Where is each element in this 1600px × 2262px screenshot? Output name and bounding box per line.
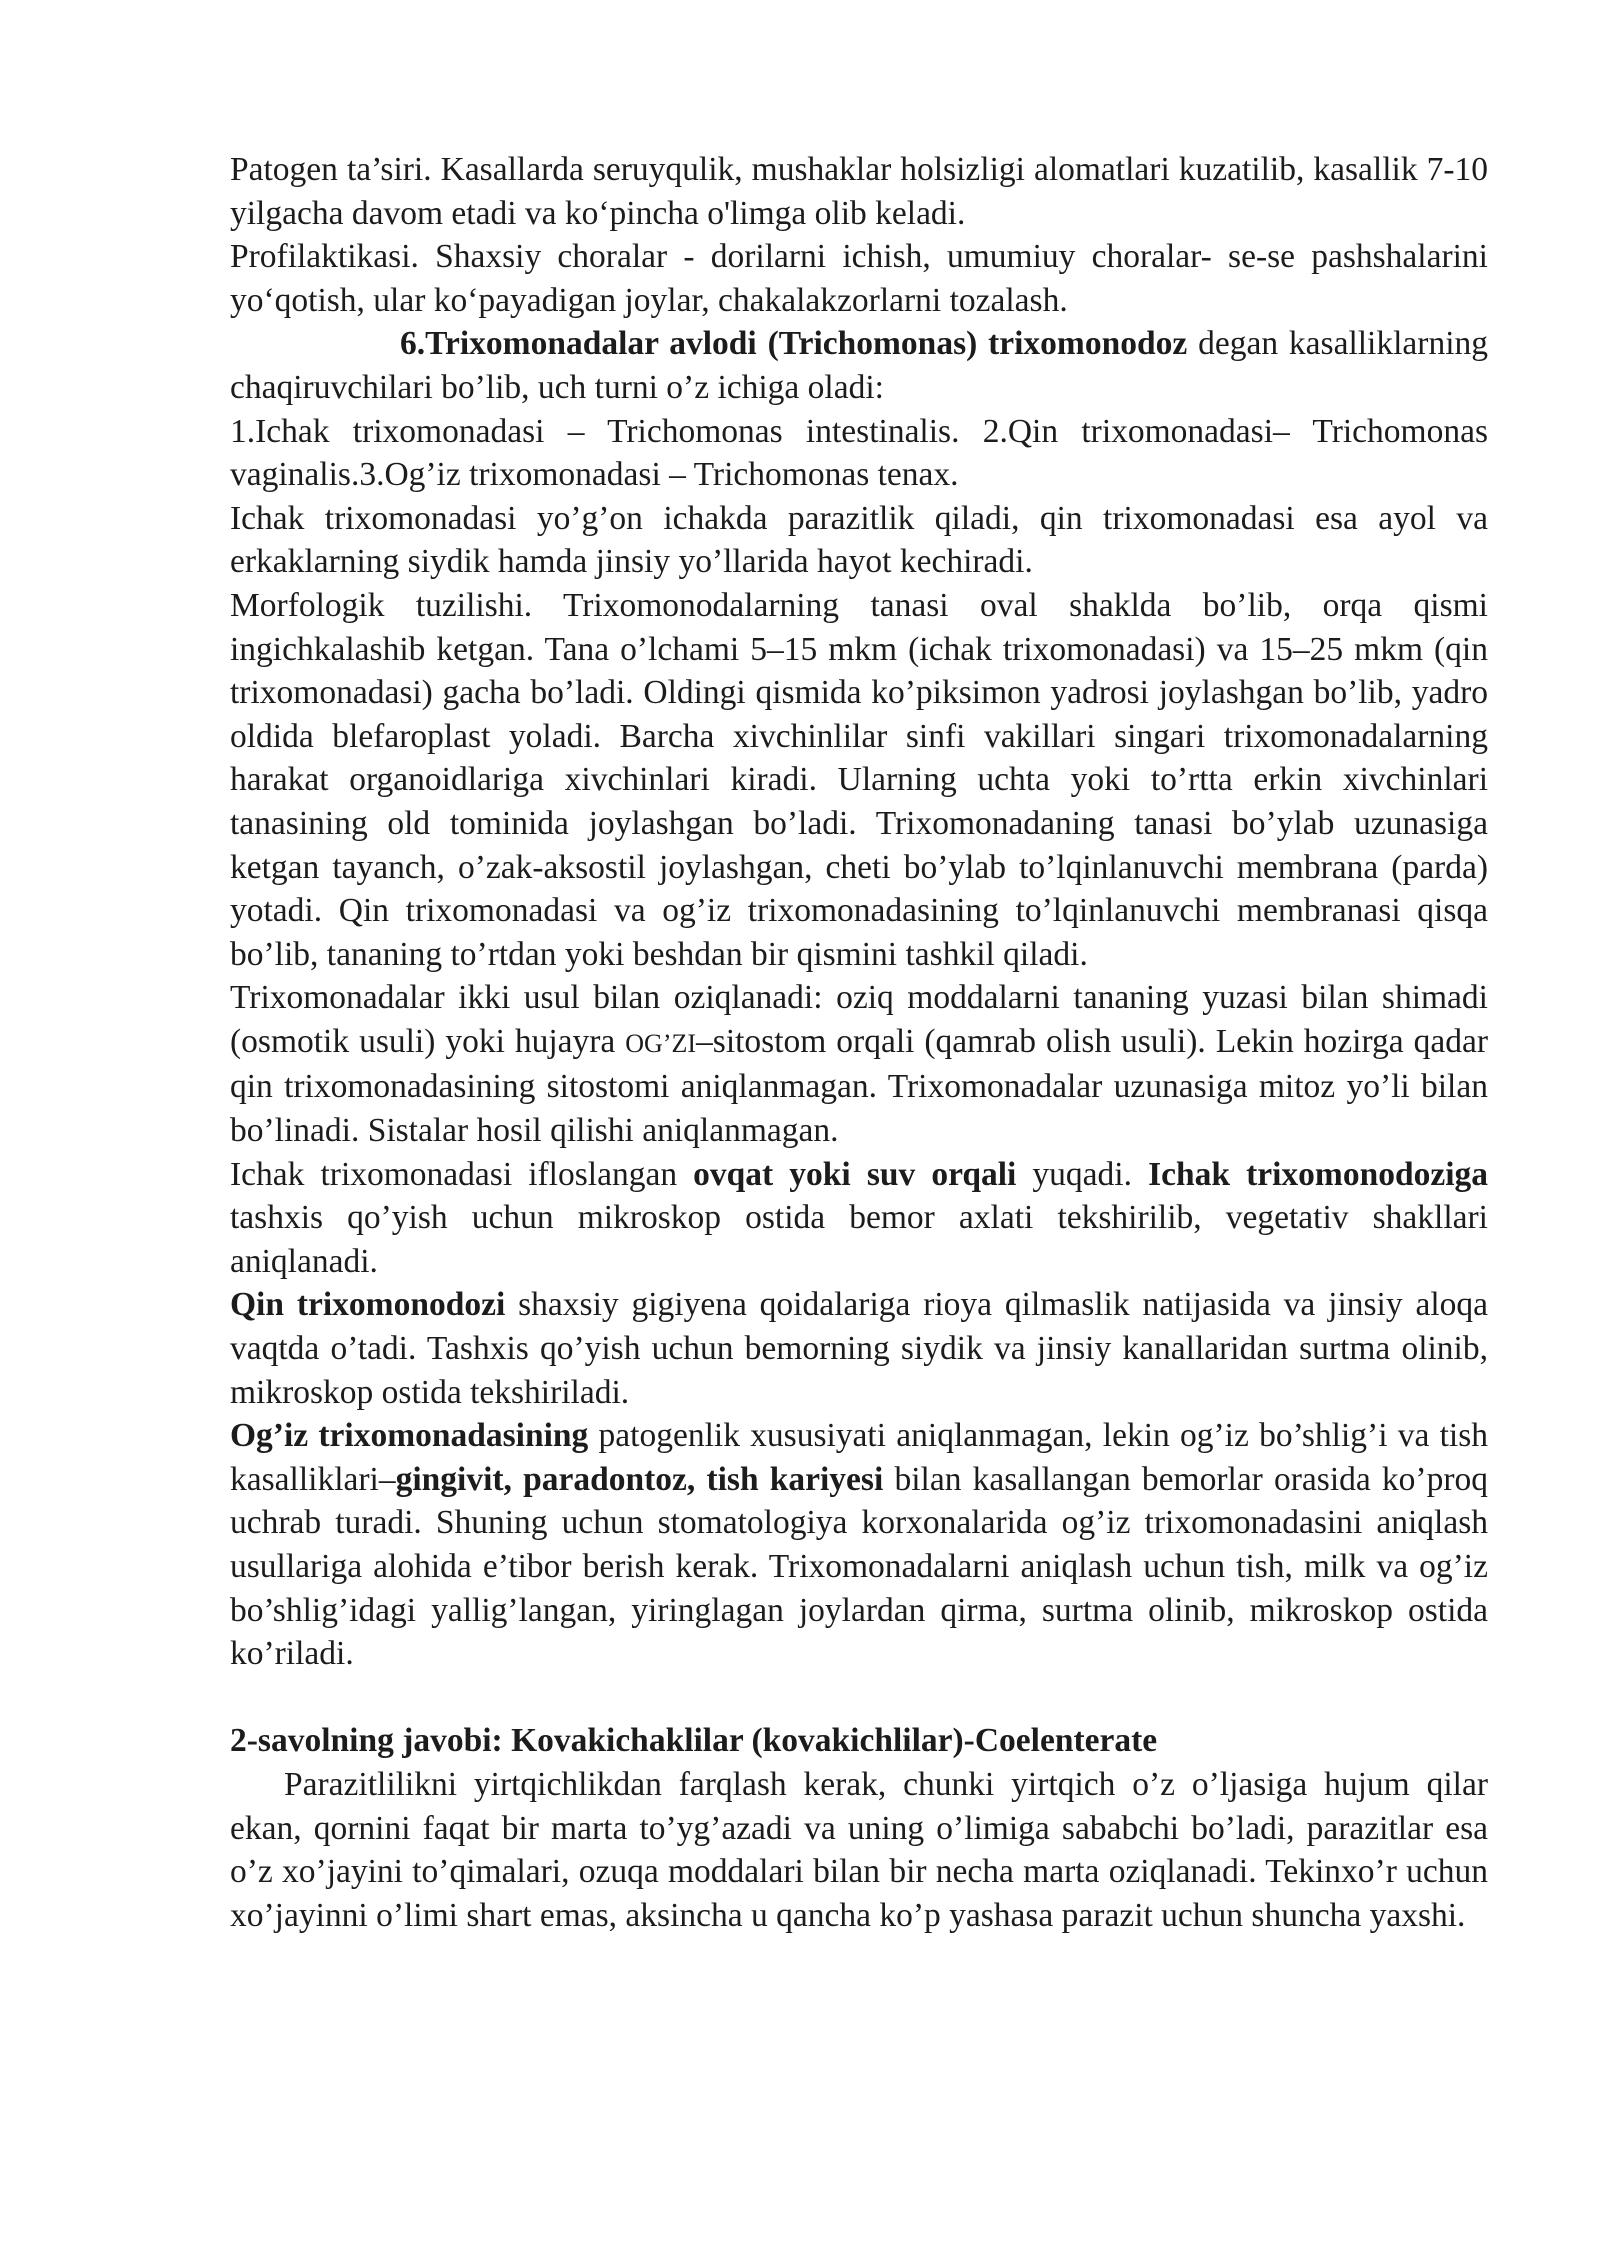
blank-line <box>230 1676 1488 1720</box>
text-segment: degan kasalliklarning chaqiruvchilari bo’lib, uch turni o’z ichiga oladi: <box>230 325 1489 406</box>
bold-segment: ovqat yoki suv orqali <box>693 1155 1017 1193</box>
text-segment: yuqadi. <box>1016 1155 1149 1193</box>
paragraph-parasitism: Parazitlilikni yirtqichlikdan farqlash kerak, chunki yirtqich o’z o’ljasiga hujum qilar ekan, qornini faqat bir marta to’yg’azadi va uning o’limiga sababchi bo’ladi, parazitlar esa o’z xo’jayini to’qimalari, ozuqa moddalari bilan bir necha marta oziqlanadi. Tekinxo’r uchun xo’jayinni o’limi shart emas, aksincha u qancha ko’p yashasa parazit uchun shuncha yaxshi. <box>230 1765 1488 1934</box>
paragraph-prophylaxis: Profilaktikasi. Shaxsiy choralar - dorilarni ichish, umumiuy choralar- se-se pashshalarini yo‘qotish, ular ko‘payadigan joylar, chakalakzorlarni tozalash. <box>230 238 1488 319</box>
document-page <box>230 148 1488 1937</box>
bold-segment: Qin trixomonodozi <box>230 1286 506 1324</box>
text-segment: Ichak trixomonadasi ifloslangan <box>230 1155 694 1193</box>
heading-text: 2-savolning javobi: Kovakichaklilar (kovakichlilar)-Coelenterate <box>230 1722 1158 1760</box>
paragraph-habitat: Ichak trixomonadasi yo’g’on ichakda parazitlik qiladi, qin trixomonadasi esa ayol va erkaklarning siydik hamda jinsiy yo’llarida hayot kechiradi. <box>230 499 1488 581</box>
paragraph-vaginal-infection <box>230 1283 1488 1414</box>
text-segment: tashxis qo’yish uchun mikroskop ostida bemor axlati tekshirilib, vegetativ shakllari aniqlanadi. <box>230 1199 1488 1280</box>
paragraph-nutrition <box>230 976 1488 1152</box>
section-heading-question-2 <box>230 1719 1488 1763</box>
bold-segment: Og’iz trixomonadasining <box>230 1417 589 1455</box>
text-segment-smallcaps: OG’ZI <box>625 1028 697 1058</box>
bold-segment: gingivit, paradontoz, tish kariyesi <box>395 1460 884 1498</box>
section-heading-trichomonas: 6.Trixomonadalar avlodi (Trichomonas) trixomonodoz <box>400 325 1188 363</box>
text-segment: bilan kasallangan bemorlar orasida ko’proq uchrab turadi. Shuning uchun stomatologiya korxonalarida og’iz trixomonadasini aniqlash usullariga alohida e’tibor berish kerak. Trixomonadalarni aniqlash uchun tish, milk va og’iz bo’shlig’idagi yallig’langan, yiringlagan joylardan qirma, surtma olinib, mikroskop ostida ko’riladi. <box>230 1460 1488 1673</box>
paragraph-trichomonas-intro <box>230 322 1488 409</box>
text-segment: Trixomonadalar ikki usul bilan oziqlanadi: oziq moddalarni tananing yuzasi bilan shimadi (osmotik usuli) yoki hujayra <box>230 979 1488 1060</box>
paragraph-species-list: 1.Ichak trixomonadasi – Trichomonas intestinalis. 2.Qin trixomonadasi– Trichomonas vaginalis.3.Og’iz trixomonadasi – Trichomonas tenax. <box>230 412 1488 494</box>
text-segment: patogenlik xususiyati aniqlanmagan, lekin og’iz bo’shlig’i va tish kasalliklari– <box>230 1417 1488 1498</box>
text-segment: –sitostom orqali (qamrab olish usuli). Lekin hozirga qadar qin trixomonadasining sitostomi aniqlanmagan. Trixomonadalar uzunasiga mitoz yo’li bilan bo’linadi. Sistalar hosil qilishi aniqlanmagan. <box>230 1022 1488 1150</box>
paragraph-intestinal-infection <box>230 1153 1488 1284</box>
bold-segment: Ichak trixomonodoziga <box>1148 1155 1489 1193</box>
paragraph-pathogenic-effect: Patogen ta’siri. Kasallarda seruyqulik, mushaklar holsizligi alomatlari kuzatilib, kasallik 7-10 yilgacha davom etadi va ko‘pincha o'limga olib keladi. <box>230 151 1488 232</box>
paragraph-morphology: Morfologik tuzilishi. Trixomonodalarning tanasi oval shaklda bo’lib, orqa qismi ingichkalashib ketgan. Tana o’lchami 5–15 mkm (ichak trixomonadasi) va 15–25 mkm (qin trixomonadasi) gacha bo’ladi. Oldingi qismida ko’piksimon yadrosi joylashgan bo’lib, yadro oldida blefaroplast yoladi. Barcha xivchinlilar sinfi vakillari singari trixomonadalarning harakat organoidlariga xivchinlari kiradi. Ularning uchta yoki to’rtta erkin xivchinlari tanasining old tominida joylashgan bo’ladi. Trixomonadaning tanasi bo’ylab uzunasiga ketgan tayanch, o’zak-aksostil joylashgan, cheti bo’ylab to’lqinlanuvchi membrana (parda) yotadi. Qin trixomonadasi va og’iz trixomonadasining to’lqinlanuvchi membranasi qisqa bo’lib, tananing to’rtdan yoki beshdan bir qismini tashkil qiladi. <box>230 586 1488 973</box>
paragraph-oral-trichomonas <box>230 1414 1488 1676</box>
text-segment: shaxsiy gigiyena qoidalariga rioya qilmaslik natijasida va jinsiy aloqa vaqtda o’tadi. Tashxis qo’yish uchun bemorning siydik va jinsiy kanallaridan surtma olinib, mikroskop ostida tekshiriladi. <box>230 1286 1488 1411</box>
